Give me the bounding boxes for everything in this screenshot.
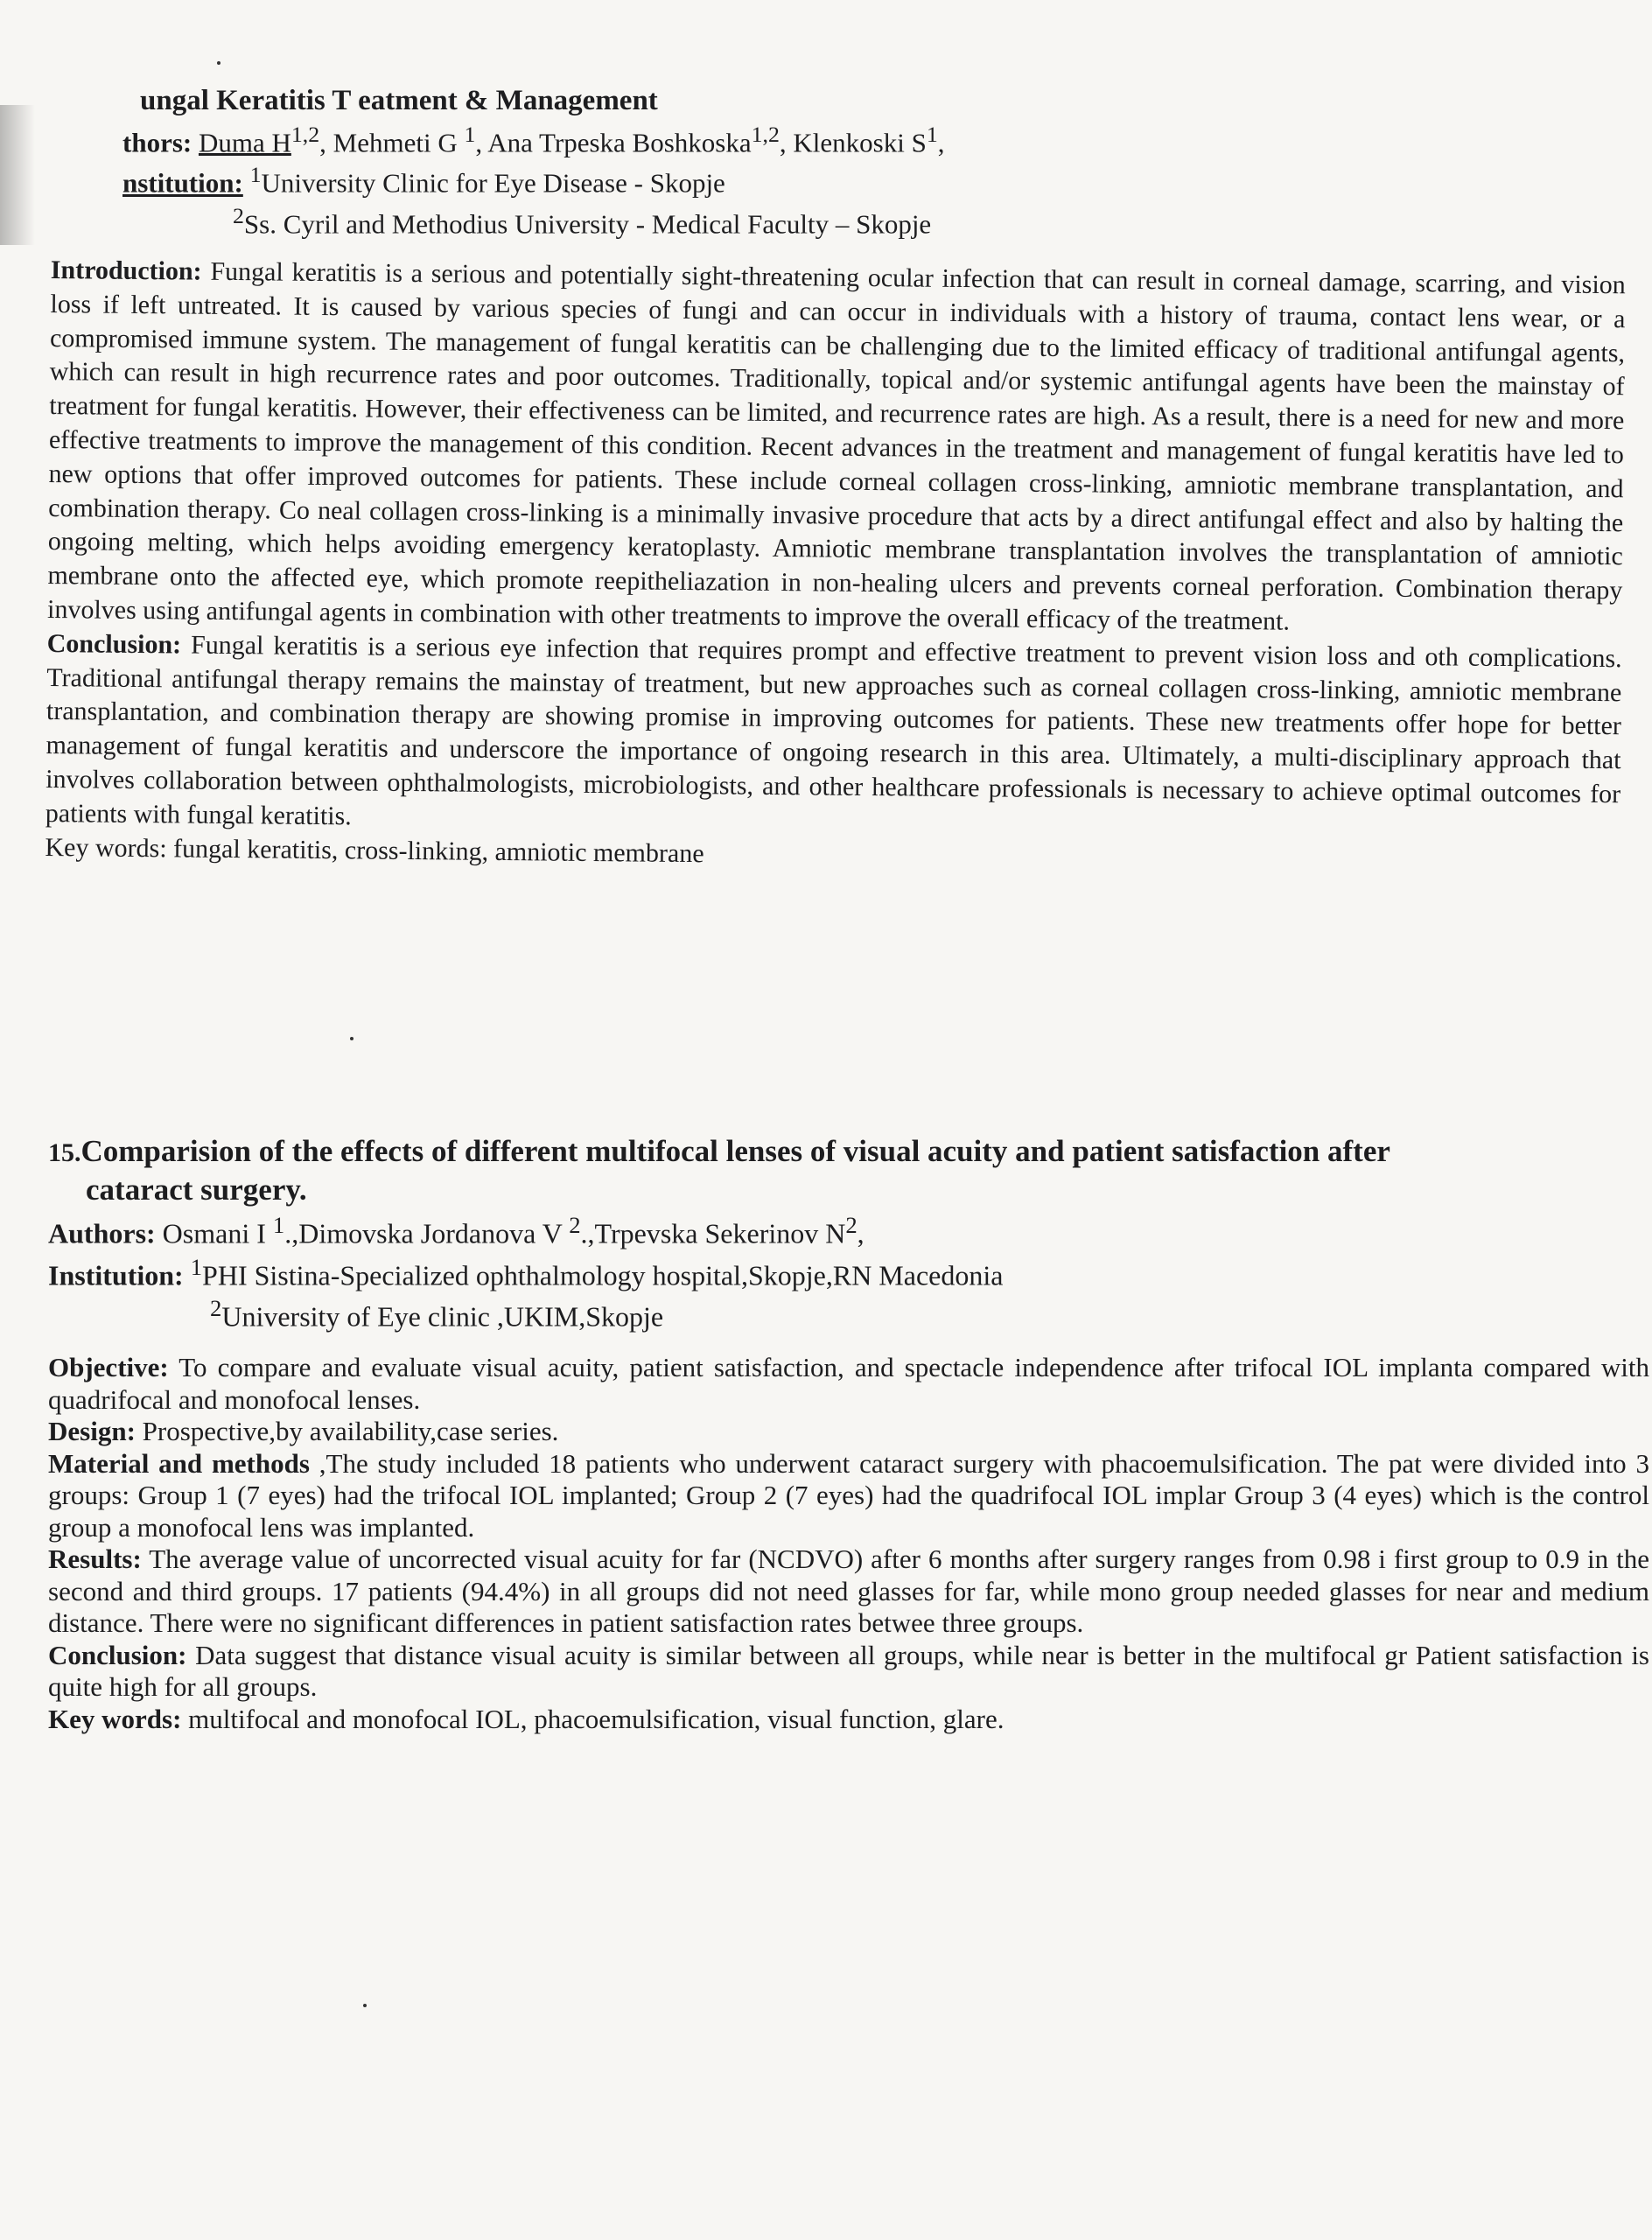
institution-line-1 xyxy=(48,1250,1614,1292)
conclusion-label: Conclusion: xyxy=(46,628,182,660)
authors-text: , Ana Trpeska Boshkoska xyxy=(475,127,752,158)
objective-paragraph xyxy=(48,1352,1649,1416)
design-label: Design: xyxy=(48,1416,136,1446)
institution-label: nstitution: xyxy=(122,167,243,199)
institution-label: Institution: xyxy=(48,1259,184,1292)
abstract-15-header xyxy=(48,1133,1614,1334)
authors-text: .,Trpevska Sekerinov N xyxy=(580,1217,846,1250)
results-paragraph xyxy=(48,1544,1649,1640)
institution-line-1 xyxy=(122,158,1348,199)
authors-label: thors: xyxy=(122,127,192,158)
authors-text: , xyxy=(857,1217,864,1250)
institution-line-2 xyxy=(210,1292,1614,1334)
institution-text: PHI Sistina-Specialized ophthalmology hospital,Skopje,RN Macedonia xyxy=(202,1259,1004,1292)
author-first: Duma H xyxy=(198,127,291,158)
design-text: Prospective,by availability,case series. xyxy=(135,1416,559,1446)
authors-text: , xyxy=(937,127,945,158)
affiliation-sup: 1,2 xyxy=(290,122,320,147)
affiliation-sup: 2 xyxy=(210,1295,222,1322)
conclusion-paragraph xyxy=(46,627,1622,846)
conclusion-text: Fungal keratitis is a serious eye infection that requires prompt and effective treatment to prevent vision loss and oth complications. Traditional antifungal therapy remains the mainstay of treatment, but new approaches such as corneal collagen cross-linking, amniotic membrane transplantation, and combination therapy are showing promise in improving outcomes for patients. These new treatments offer hope for better management of fungal keratitis and underscore the importance of ongoing research in this area. Ultimately, a multi-disciplinary approach that involves collaboration between ophthalmologists, microbiologists, and other healthcare professionals is necessary to achieve optimal outcomes for patients with fungal keratitis. xyxy=(45,630,1622,831)
objective-text: To compare and evaluate visual acuity, patient satisfaction, and spectacle independence after trifocal IOL implanta compared with quadrifocal and monofocal lenses. xyxy=(48,1352,1649,1415)
affiliation-sup: 1 xyxy=(926,122,938,147)
affiliation-sup: 1 xyxy=(272,1212,285,1238)
authors-text: .,Dimovska Jordanova V xyxy=(284,1217,570,1250)
affiliation-sup: 1 xyxy=(464,122,476,147)
scan-speck xyxy=(350,1037,354,1040)
results-label: Results: xyxy=(48,1544,142,1574)
institution-text: University of Eye clinic ,UKIM,Skopje xyxy=(221,1300,664,1333)
institution-line-2 xyxy=(233,200,1348,240)
methods-text: ,The study included 18 patients who underwent cataract surgery with phacoemulsification. The pat were divided into 3 groups: Group 1 (7 eyes) had the trifocal IOL implanted; Group 2 (7 eyes) had the quadrifocal IOL implar Group 3 (4 eyes) which is the control group a monofocal lens was implanted. xyxy=(48,1447,1649,1543)
institution-text: Ss. Cyril and Methodius University - Medical Faculty – Skopje xyxy=(243,207,932,239)
affiliation-sup: 2 xyxy=(233,202,244,228)
methods-label: Material and methods xyxy=(48,1447,310,1479)
affiliation-sup: 2 xyxy=(569,1212,581,1238)
authors-text: , Klenkoski S xyxy=(779,127,927,158)
conclusion-label: Conclusion: xyxy=(48,1639,187,1670)
keywords-label: Key words: xyxy=(48,1703,182,1734)
affiliation-sup: 2 xyxy=(845,1212,858,1238)
title-line-2: cataract surgery. xyxy=(86,1172,307,1207)
methods-paragraph xyxy=(48,1448,1649,1544)
abstract-15-title xyxy=(48,1133,1614,1172)
abstract-header xyxy=(122,83,1348,240)
abstract-title: ungal Keratitis T eatment & Management xyxy=(140,85,658,116)
conclusion-text: Data suggest that distance visual acuity is similar between all groups, while near is better in the multifocal gr Patient satisfaction is quite high for all groups. xyxy=(48,1639,1649,1702)
introduction-label: Introduction: xyxy=(50,255,202,286)
page-edge-shadow xyxy=(0,105,35,245)
authors-line xyxy=(122,118,1348,158)
abstract-number: 15. xyxy=(48,1138,81,1167)
title-line-1: Comparision of the effects of different multifocal lenses of visual acuity and patient satisfaction after xyxy=(80,1134,1390,1168)
affiliation-sup: 1 xyxy=(190,1253,203,1280)
abstract-body-1 xyxy=(45,254,1626,880)
abstract-body-15 xyxy=(48,1352,1649,1735)
design-paragraph xyxy=(48,1416,1649,1448)
authors-text: Osmani I xyxy=(155,1217,273,1250)
keywords-text: multifocal and monofocal IOL, phacoemulsification, visual function, glare. xyxy=(181,1703,1004,1734)
conclusion-paragraph xyxy=(48,1640,1649,1704)
scan-speck xyxy=(217,61,220,65)
introduction-paragraph xyxy=(47,254,1626,642)
objective-label: Objective: xyxy=(48,1352,169,1382)
keywords-paragraph xyxy=(48,1704,1649,1736)
affiliation-sup: 1,2 xyxy=(751,122,780,147)
results-text: The average value of uncorrected visual acuity for far (NCDVO) after 6 months after surgery ranges from 0.98 i first group to 0.9 in the second and third groups. 17 patients (94.4%) in all groups did not need glasses for far, while mono group needed glasses for near and medium distance. There were no significant differences in patient satisfaction rates betwee three groups. xyxy=(48,1544,1649,1638)
authors-label: Authors: xyxy=(48,1217,156,1250)
authors-line xyxy=(48,1208,1614,1250)
affiliation-sup: 1 xyxy=(249,162,262,188)
keywords-line: Key words: fungal keratitis, cross-linking, amniotic membrane xyxy=(45,832,704,868)
authors-text: , Mehmeti G xyxy=(319,127,465,158)
introduction-text: Fungal keratitis is a serious and potentially sight-threatening ocular infection that can result in corneal damage, scarring, and vision loss if left untreated. It is caused by various species of fungi and can occur in individuals with a history of trauma, contact lens wear, or a compromised immune system. The management of fungal keratitis can be challenging due to the limited efficacy of traditional antifungal agents, which can result in high recurrence rates and poor outcomes. Traditionally, topical and/or systemic antifungal agents have been the mainstay of treatment for fungal keratitis. However, their effectiveness can be limited, and recurrence rates are high. As a result, there is a need for new and more effective treatments to improve the management of this condition. Recent advances in the treatment and management of fungal keratitis have led to new options that offer improved outcomes for patients. These include corneal collagen cross-linking, amniotic membrane transplantation, and combination therapy. Co neal collagen cross-linking is a minimally invasive procedure that acts by a direct antifungal effect and also by halting the ongoing melting, which helps avoiding emergency keratoplasty. Amniotic membrane transplantation involves the transplantation of amniotic membrane onto the affected eye, which promote reepitheliazation in non-healing ulcers and prevents corneal perforation. Combination therapy involves using antifungal agents in combination with other treatments to improve the overall efficacy of the treatment. xyxy=(46,256,1626,636)
scan-speck xyxy=(363,2004,367,2007)
institution-text: University Clinic for Eye Disease - Skopje xyxy=(261,167,725,199)
